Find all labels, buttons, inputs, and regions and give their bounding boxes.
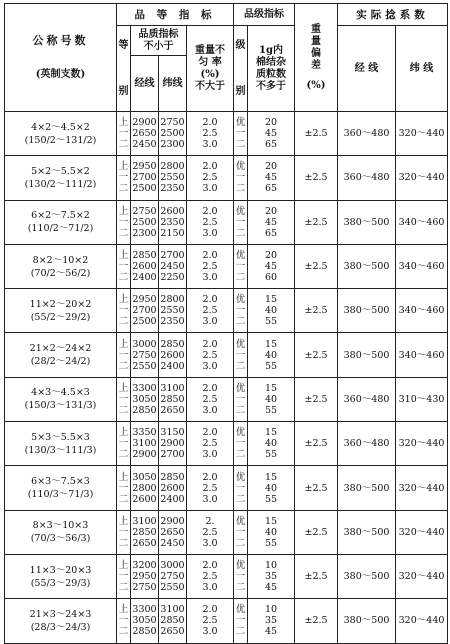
warp-strength-cell: 2900 2650 2450 <box>131 112 159 156</box>
twist-warp-cell: 380～500 <box>338 289 396 333</box>
table-row <box>5 333 448 377</box>
impurity-cell: 20 45 65 <box>248 200 295 244</box>
grade-index-header: 品 等 指 标 <box>117 4 234 26</box>
twist-weft-cell: 320～440 <box>396 156 448 200</box>
grade-level-cell: 优 一 二 <box>234 377 248 421</box>
weight-deviation-cell: ±2.5 <box>295 466 338 510</box>
weight-cv-cell: 2.0 2.5 3.0 <box>187 112 234 156</box>
warp-strength-cell: 3050 2800 2600 <box>131 466 159 510</box>
impurity-cell: 10 35 45 <box>248 599 295 643</box>
grade-level-cell: 优 一 二 <box>234 333 248 377</box>
twist-warp-header: 经 线 <box>338 26 396 112</box>
weft-strength-cell: 3100 2850 2650 <box>159 377 187 421</box>
grade-col-header: 等 别 <box>117 26 131 112</box>
table-row <box>5 554 448 598</box>
weight-deviation-header: 重 量 偏 差 (%) <box>295 4 338 112</box>
weft-strength-cell: 2850 2600 2400 <box>159 466 187 510</box>
twist-warp-cell: 380～500 <box>338 466 396 510</box>
grade-level-cell: 优 一 二 <box>234 422 248 466</box>
grade-cell: 上 一 二 <box>117 156 131 200</box>
weft-strength-cell: 3000 2750 2550 <box>159 554 187 598</box>
table-row <box>5 377 448 421</box>
weft-strength-cell: 2600 2350 2150 <box>159 200 187 244</box>
impurity-cell: 15 40 55 <box>248 333 295 377</box>
weight-deviation-cell: ±2.5 <box>295 112 338 156</box>
weft-strength-cell: 3150 2900 2700 <box>159 422 187 466</box>
count-header-label: (英制支数) <box>35 68 86 80</box>
warp-strength-cell: 3100 2850 2650 <box>131 510 159 554</box>
grade-cell: 上 一 二 <box>117 466 131 510</box>
grade-cell: 上 一 二 <box>117 377 131 421</box>
warp-strength-cell: 3350 3100 2900 <box>131 422 159 466</box>
weight-deviation-cell: ±2.5 <box>295 333 338 377</box>
yarn-spec-table <box>4 3 448 644</box>
twist-warp-cell: 380～500 <box>338 554 396 598</box>
impurity-cell: 10 35 45 <box>248 554 295 598</box>
warp-strength-cell: 2750 2500 2300 <box>131 200 159 244</box>
weight-cv-cell: 2.0 2.5 3.0 <box>187 422 234 466</box>
grade-level-index-header: 品级指标 <box>234 4 295 26</box>
grade-level-cell: 优 一 二 <box>234 466 248 510</box>
spec-header <box>5 4 117 112</box>
spec-cell: 11×2～20×2 (55/2～29/2) <box>5 289 117 333</box>
table-row <box>5 510 448 554</box>
warp-strength-cell: 2950 2700 2500 <box>131 289 159 333</box>
grade-level-cell: 优 一 二 <box>234 510 248 554</box>
weight-cv-cell: 2.0 2.5 3.0 <box>187 333 234 377</box>
impurity-cell: 15 40 55 <box>248 289 295 333</box>
twist-weft-cell: 340～460 <box>396 333 448 377</box>
spec-cell: 21×3～24×3 (28/3～24/3) <box>5 599 117 643</box>
grade-cell: 上 一 二 <box>117 200 131 244</box>
weight-deviation-cell: ±2.5 <box>295 422 338 466</box>
impurity-cell: 15 40 55 <box>248 510 295 554</box>
twist-warp-cell: 380～500 <box>338 244 396 288</box>
twist-warp-cell: 360～480 <box>338 422 396 466</box>
weight-cv-cell: 2.0 2.5 3.0 <box>187 156 234 200</box>
weight-cv-header: 重量不 匀 率 (%) 不大于 <box>187 26 234 112</box>
table-row <box>5 289 448 333</box>
impurity-cell: 15 40 55 <box>248 422 295 466</box>
weft-strength-cell: 2750 2500 2300 <box>159 112 187 156</box>
twist-weft-cell: 340～460 <box>396 200 448 244</box>
twist-weft-cell: 320～440 <box>396 599 448 643</box>
table-row <box>5 466 448 510</box>
weft-header: 纬线 <box>159 56 187 112</box>
grade-level-cell: 优 一 二 <box>234 156 248 200</box>
weft-strength-cell: 3100 2850 2650 <box>159 599 187 643</box>
table-row <box>5 200 448 244</box>
twist-warp-cell: 360～480 <box>338 377 396 421</box>
grade-level-cell: 优 一 二 <box>234 554 248 598</box>
impurity-header: 1g内 棉结杂 质粒数 不多于 <box>248 26 295 112</box>
weight-deviation-cell: ±2.5 <box>295 156 338 200</box>
twist-weft-cell: 320～440 <box>396 510 448 554</box>
level-col-header: 级 别 <box>234 26 248 112</box>
weight-cv-cell: 2. 2.5 3.0 <box>187 510 234 554</box>
grade-cell: 上 一 二 <box>117 333 131 377</box>
twist-weft-cell: 340～460 <box>396 244 448 288</box>
twist-warp-cell: 380～500 <box>338 333 396 377</box>
weft-strength-cell: 2850 2600 2400 <box>159 333 187 377</box>
spec-cell: 4×2～4.5×2 (150/2～131/2) <box>5 112 117 156</box>
twist-weft-cell: 310～430 <box>396 377 448 421</box>
weft-strength-cell: 2800 2550 2350 <box>159 289 187 333</box>
twist-warp-cell: 360～480 <box>338 112 396 156</box>
weft-strength-cell: 2800 2550 2350 <box>159 156 187 200</box>
twist-weft-header: 纬 线 <box>396 26 448 112</box>
spec-cell: 6×2～7.5×2 (110/2～71/2) <box>5 200 117 244</box>
warp-strength-cell: 3300 3050 2850 <box>131 599 159 643</box>
weight-deviation-cell: ±2.5 <box>295 510 338 554</box>
warp-strength-cell: 2950 2700 2500 <box>131 156 159 200</box>
spec-cell: 5×2～5.5×2 (130/2～111/2) <box>5 156 117 200</box>
spec-cell: 6×3～7.5×3 (110/3～71/3) <box>5 466 117 510</box>
grade-level-cell: 优 一 二 <box>234 200 248 244</box>
grade-cell: 上 一 二 <box>117 554 131 598</box>
warp-strength-cell: 2850 2600 2400 <box>131 244 159 288</box>
weft-strength-cell: 2700 2450 2250 <box>159 244 187 288</box>
grade-cell: 上 一 二 <box>117 422 131 466</box>
twist-weft-cell: 340～460 <box>396 289 448 333</box>
spec-cell: 8×3～10×3 (70/3～56/3) <box>5 510 117 554</box>
grade-level-cell: 优 一 二 <box>234 599 248 643</box>
weight-deviation-cell: ±2.5 <box>295 377 338 421</box>
warp-header: 经线 <box>131 56 159 112</box>
weight-cv-cell: 2.0 2.5 3.0 <box>187 200 234 244</box>
twist-warp-cell: 360～480 <box>338 156 396 200</box>
grade-cell: 上 一 二 <box>117 510 131 554</box>
weight-cv-cell: 2.0 2.5 3.0 <box>187 244 234 288</box>
twist-weft-cell: 320～440 <box>396 112 448 156</box>
spec-cell: 4×3～4.5×3 (150/3～131/3) <box>5 377 117 421</box>
warp-strength-cell: 3200 2950 2750 <box>131 554 159 598</box>
twist-weft-cell: 320～440 <box>396 422 448 466</box>
weight-cv-cell: 2.0 2.5 3.0 <box>187 599 234 643</box>
impurity-cell: 20 45 60 <box>248 244 295 288</box>
spec-cell: 8×2～10×2 (70/2～56/2) <box>5 244 117 288</box>
twist-weft-cell: 320～440 <box>396 466 448 510</box>
weight-cv-cell: 2.0 2.5 3.0 <box>187 554 234 598</box>
weight-deviation-cell: ±2.5 <box>295 200 338 244</box>
grade-cell: 上 一 二 <box>117 112 131 156</box>
grade-level-cell: 优 一 二 <box>234 244 248 288</box>
spec-cell: 21×2～24×2 (28/2～24/2) <box>5 333 117 377</box>
twist-coefficient-header: 实际捻系数 <box>338 4 448 26</box>
table-row <box>5 244 448 288</box>
impurity-cell: 15 40 55 <box>248 377 295 421</box>
quality-index-header: 品质指标 不小于 <box>131 26 187 56</box>
weight-cv-cell: 2.0 2.5 3.0 <box>187 289 234 333</box>
twist-warp-cell: 380～500 <box>338 510 396 554</box>
table-row <box>5 156 448 200</box>
weight-deviation-cell: ±2.5 <box>295 554 338 598</box>
twist-weft-cell: 320～440 <box>396 554 448 598</box>
table-row <box>5 112 448 156</box>
table-row <box>5 422 448 466</box>
impurity-cell: 15 40 55 <box>248 466 295 510</box>
weight-cv-cell: 2.0 2.5 3.0 <box>187 377 234 421</box>
table-row <box>5 599 448 643</box>
spec-cell: 11×3～20×3 (55/3～29/3) <box>5 554 117 598</box>
warp-strength-cell: 3300 3050 2850 <box>131 377 159 421</box>
weight-cv-cell: 2.0 2.5 3.0 <box>187 466 234 510</box>
weight-deviation-cell: ±2.5 <box>295 599 338 643</box>
impurity-cell: 20 45 65 <box>248 156 295 200</box>
spec-cell: 5×3～5.5×3 (130/3～111/3) <box>5 422 117 466</box>
grade-level-cell: 优 一 二 <box>234 112 248 156</box>
impurity-cell: 20 45 65 <box>248 112 295 156</box>
weft-strength-cell: 2900 2650 2450 <box>159 510 187 554</box>
grade-cell: 上 一 二 <box>117 244 131 288</box>
twist-warp-cell: 380～500 <box>338 200 396 244</box>
grade-cell: 上 一 二 <box>117 289 131 333</box>
weight-deviation-cell: ±2.5 <box>295 289 338 333</box>
weight-deviation-cell: ±2.5 <box>295 244 338 288</box>
twist-warp-cell: 380～500 <box>338 599 396 643</box>
grade-level-cell: 优 一 二 <box>234 289 248 333</box>
spec-header-label: 公称号数 <box>32 33 89 47</box>
grade-cell: 上 一 二 <box>117 599 131 643</box>
warp-strength-cell: 3000 2750 2550 <box>131 333 159 377</box>
